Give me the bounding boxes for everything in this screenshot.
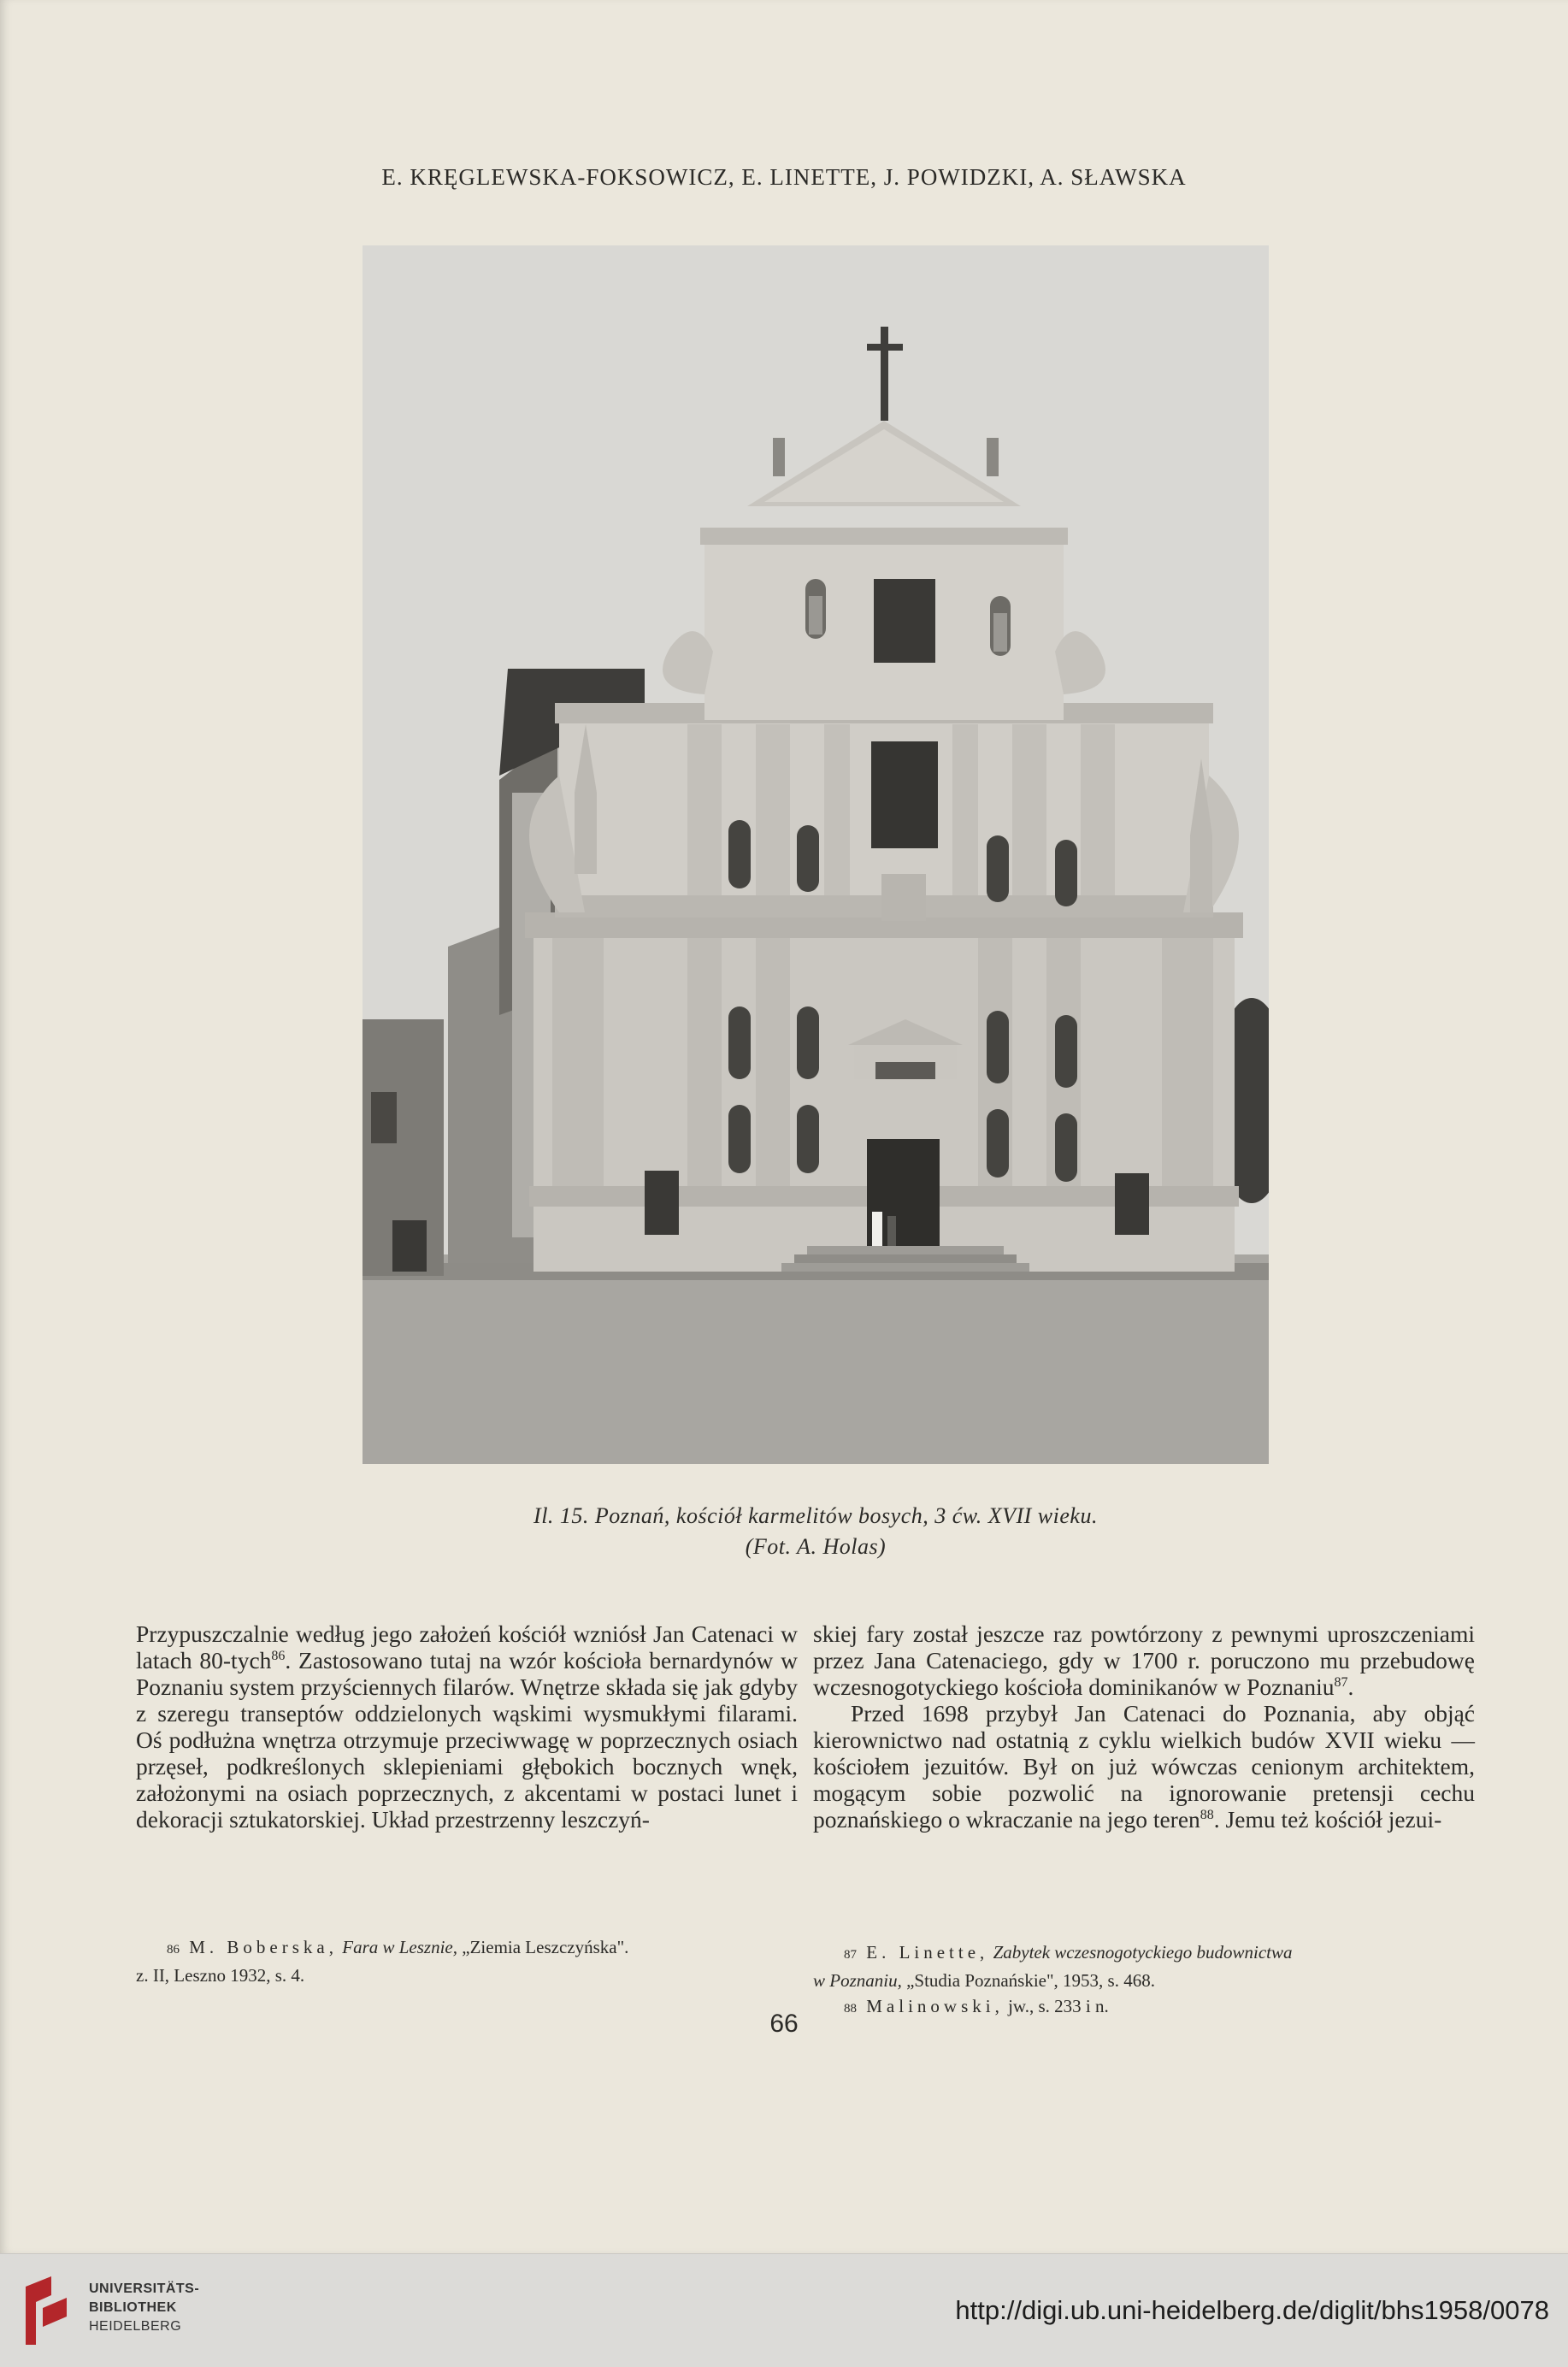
digital-object-url[interactable]: http://digi.ub.uni-heidelberg.de/diglit/bhs1958/0078 [955,2295,1549,2325]
library-footer-bar [0,2253,1568,2367]
right-column-text [813,1620,1475,1833]
footnote-86-continuation: z. II, Leszno 1932, s. 4. [136,1965,305,1986]
footnote-88: 88 Malinowski, jw., s. 233 i n. [844,1996,1109,2016]
right-paragraph-1: skiej fary został jeszcze raz powtórzony z pewnymi uproszczeniami przez Jana Catenaciego, gdy w 1700 r. poruczono mu przebudowę wczesnogotyckiego kościoła dominikanów w Poznaniu$^{87}$. [813,1620,1475,1700]
caption-line-1: Il. 15. Poznań, kościół karmelitów bosych, 3 ćw. XVII wieku. [533,1503,1098,1528]
footnotes-left [136,1934,798,1988]
figure-caption [363,1501,1269,1562]
right-paragraph-2: Przed 1698 przybył Jan Catenaci do Poznania, aby objąć kierownictwo nad ostatnią z cyklu wielkich budów XVII wieku — kościołem jezuitów. Był on już wówczas cenionym architektem, mogącym sobie pozwolić na ignorowanie pretensji cechu poznańskiego o wkraczanie na jego teren$^{88}$. Jemu też kościół jezui- [813,1700,1475,1833]
page-number: 66 [769,2010,799,2038]
footnote-ref-87: 87 [1334,1674,1348,1690]
left-paragraph-1: Przypuszczalnie według jego założeń kościół wzniósł Jan Catenaci w latach 80-tych$^{86}$. Zastosowano tutaj na wzór kościoła bernardynów w Poznaniu system przyściennych filarów. Wnętrze składa się jak gdyby z szeregu transeptów oddzielonych wąskimi wysmukłymi filarami. Oś podłużna wnętrza otrzymuje przeciwwagę w poprzecznych osiach przęseł, podkreślonych sklepieniami głębokich bocznych wnęk, założonymi na osiach poprzecznych, z akcentami w postaci lunet i dekoracji sztukatorskiej. Układ przestrzenny leszczyń- [136,1620,799,1833]
footnote-ref-86: 86 [271,1648,286,1663]
caption-line-2: (Fot. A. Holas) [745,1534,887,1559]
running-head: E. KRĘGLEWSKA-FOKSOWICZ, E. LINETTE, J. POWIDZKI, A. SŁAWSKA [381,164,1187,190]
library-name[interactable]: UNIVERSITÄTS- BIBLIOTHEK HEIDELBERG [89,2281,200,2334]
left-column-text [136,1620,798,1833]
church-facade-illustration [363,245,1269,1464]
footnote-ref-88: 88 [1200,1807,1214,1822]
library-logo-icon[interactable] [17,2270,79,2352]
footnote-86: 86 M. Boberska, Fara w Lesznie, „Ziemia Leszczyńska". [167,1937,629,1957]
church-photograph [363,245,1269,1464]
footnote-87-continuation: w Poznaniu, „Studia Poznańskie", 1953, s. 468. [813,1970,1155,1991]
footnote-87: 87 E. Linette, Zabytek wczesnogotyckiego budownictwa [844,1942,1293,1963]
